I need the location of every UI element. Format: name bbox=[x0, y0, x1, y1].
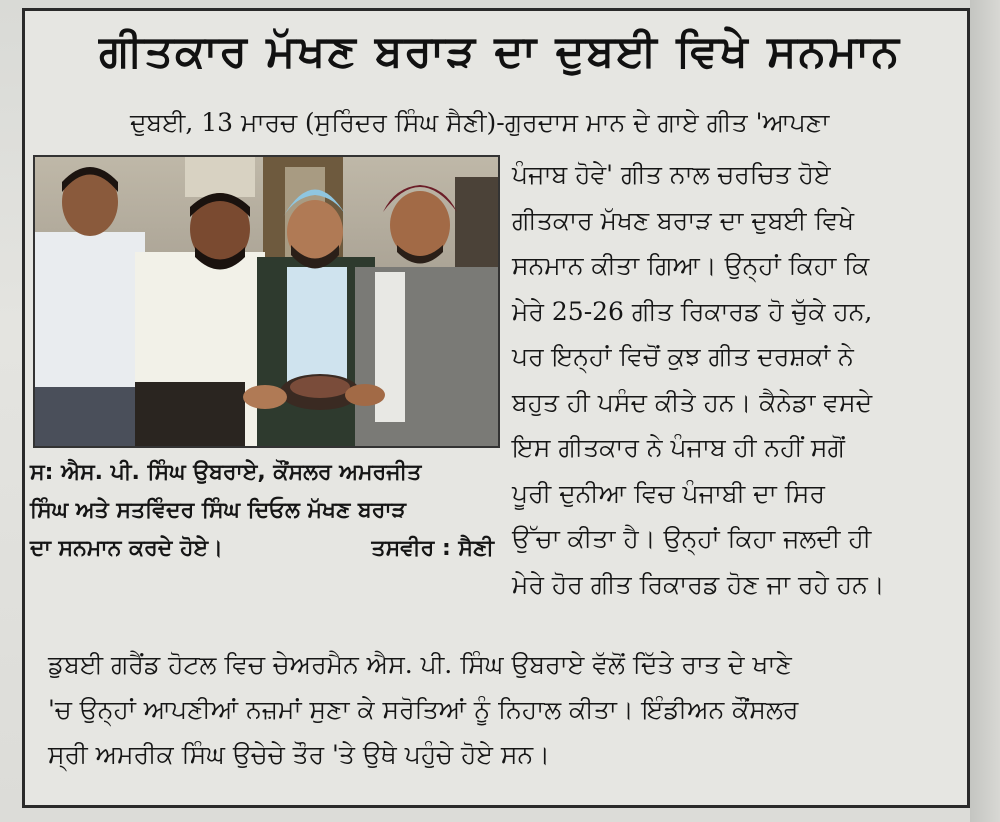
body-line: ਮੇਰੇ ਹੋਰ ਗੀਤ ਰਿਕਾਰਡ ਹੋਣ ਜਾ ਰਹੇ ਹਨ। bbox=[512, 569, 885, 599]
page-edge bbox=[970, 0, 1000, 822]
caption-line: ਦਾ ਸਨਮਾਨ ਕਰਦੇ ਹੋਏ। bbox=[30, 536, 223, 561]
photo-caption bbox=[30, 454, 500, 568]
article-body-bottom bbox=[48, 642, 960, 777]
body-line: ਸ੍ਰੀ ਅਮਰੀਕ ਸਿੰਘ ਉਚੇਚੇ ਤੌਰ 'ਤੇ ਉਥੇ ਪਹੁੰਚੇ ਹੋਏ ਸਨ। bbox=[48, 740, 551, 769]
body-line: ਪਰ ਇਨ੍ਹਾਂ ਵਿਚੋਂ ਕੁਝ ਗੀਤ ਦਰਸ਼ਕਾਂ ਨੇ bbox=[512, 342, 854, 371]
caption-line: ਸਿੰਘ ਅਤੇ ਸਤਵਿੰਦਰ ਸਿੰਘ ਦਿਓਲ ਮੱਖਣ ਬਰਾੜ bbox=[30, 498, 407, 523]
dateline-lead: ਦੁਬਈ, 13 ਮਾਰਚ (ਸੁਰਿੰਦਰ ਸਿੰਘ ਸੈਣੀ)-ਗੁਰਦਾਸ ਮਾਨ ਦੇ ਗਾਏ ਗੀਤ 'ਆਪਣਾ bbox=[130, 108, 830, 137]
body-line: ਪੰਜਾਬ ਹੋਵੇ' ਗੀਤ ਨਾਲ ਚਰਚਿਤ ਹੋਏ bbox=[512, 160, 831, 189]
felicitation-photo bbox=[35, 157, 498, 446]
article-body-right-column bbox=[512, 152, 962, 607]
body-line: ਉੱਚਾ ਕੀਤਾ ਹੈ। ਉਨ੍ਹਾਂ ਕਿਹਾ ਜਲਦੀ ਹੀ bbox=[512, 524, 872, 553]
body-line: ਡੁਬਈ ਗਰੈਂਡ ਹੋਟਲ ਵਿਚ ਚੇਅਰਮੈਨ ਐਸ. ਪੀ. ਸਿੰਘ ਉਬਰਾਏ ਵੱਲੋਂ ਦਿੱਤੇ ਰਾਤ ਦੇ ਖਾਣੇ bbox=[48, 650, 792, 679]
body-line: ਮੇਰੇ 25-26 ਗੀਤ ਰਿਕਾਰਡ ਹੋ ਚੁੱਕੇ ਹਨ, bbox=[512, 296, 873, 326]
caption-line: ਸ: ਐਸ. ਪੀ. ਸਿੰਘ ਉਬਰਾਏ, ਕੌਂਸਲਰ ਅਮਰਜੀਤ bbox=[30, 460, 422, 485]
body-line: ਗੀਤਕਾਰ ਮੱਖਣ ਬਰਾੜ ਦਾ ਦੁਬਈ ਵਿਖੇ bbox=[512, 205, 855, 235]
body-line: ਪੂਰੀ ਦੁਨੀਆ ਵਿਚ ਪੰਜਾਬੀ ਦਾ ਸਿਰ bbox=[512, 478, 825, 508]
article-photo bbox=[33, 155, 500, 448]
headline: ਗੀਤਕਾਰ ਮੱਖਣ ਬਰਾੜ ਦਾ ਦੁਬਈ ਵਿਖੇ ਸਨਮਾਨ bbox=[99, 26, 901, 77]
photo-credit: ਤਸਵੀਰ : ਸੈਣੀ bbox=[371, 536, 494, 561]
body-line: ਬਹੁਤ ਹੀ ਪਸੰਦ ਕੀਤੇ ਹਨ। ਕੈਨੇਡਾ ਵਸਦੇ bbox=[512, 387, 873, 417]
body-line: ਇਸ ਗੀਤਕਾਰ ਨੇ ਪੰਜਾਬ ਹੀ ਨਹੀਂ ਸਗੋਂ bbox=[512, 433, 845, 462]
body-line: 'ਚ ਉਨ੍ਹਾਂ ਆਪਣੀਆਂ ਨਜ਼ਮਾਂ ਸੁਣਾ ਕੇ ਸਰੋਤਿਆਂ ਨੂੰ ਨਿਹਾਲ ਕੀਤਾ। ਇੰਡੀਅਨ ਕੌਂਸਲਰ bbox=[48, 695, 799, 724]
body-line: ਸਨਮਾਨ ਕੀਤਾ ਗਿਆ। ਉਨ੍ਹਾਂ ਕਿਹਾ ਕਿ bbox=[512, 251, 870, 280]
